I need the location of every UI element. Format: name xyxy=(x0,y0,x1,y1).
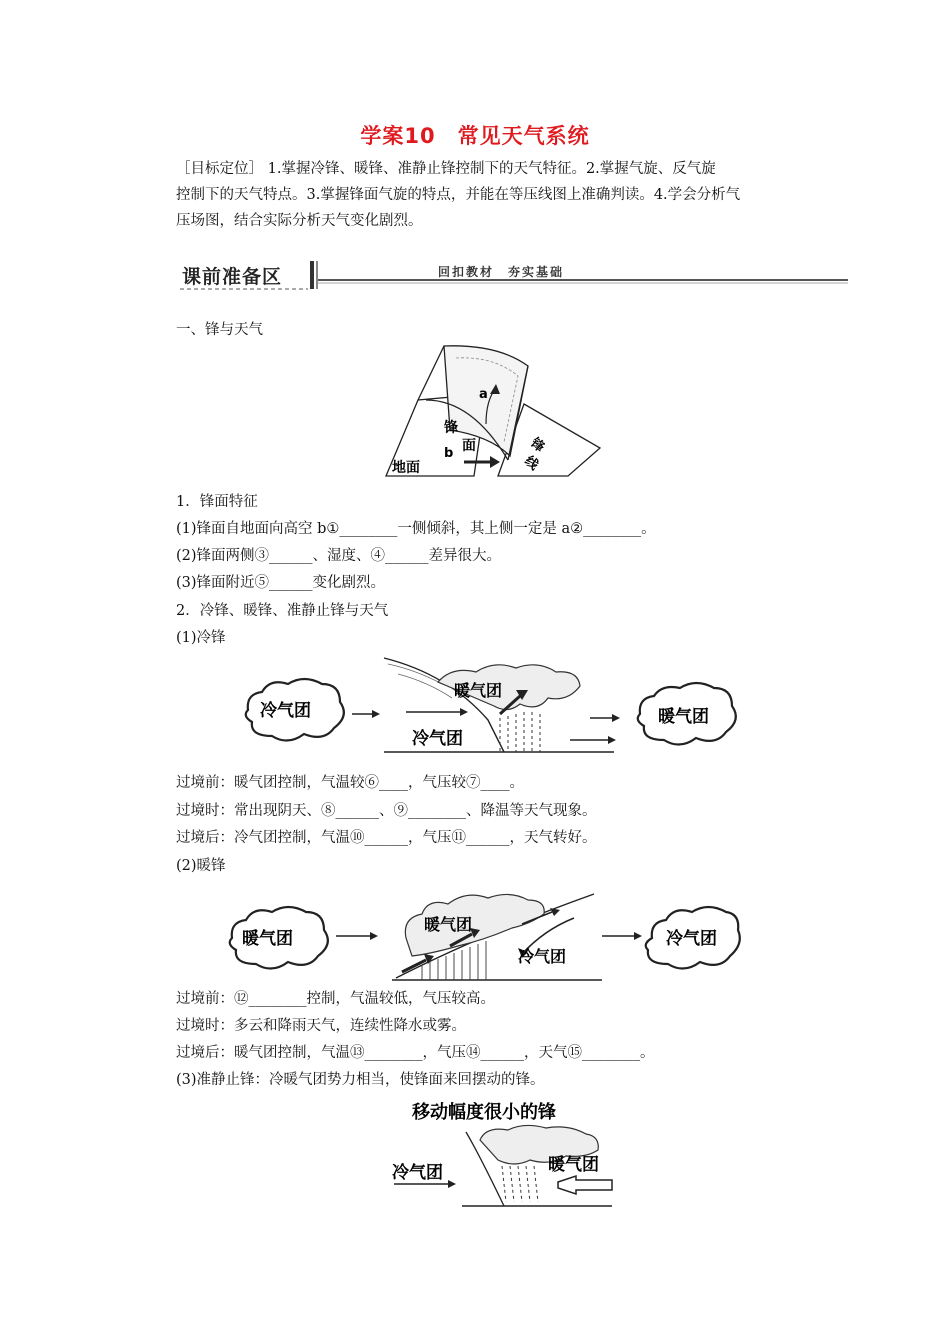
p1-line-1: (1)锋面自地面向高空 b①________一侧倾斜，其上侧一定是 a②________。 xyxy=(176,521,656,537)
section-heading: 一、锋与天气 xyxy=(176,322,263,338)
fig4-warm-label: 暖气团 xyxy=(548,1155,599,1175)
fig4-caption: 移动幅度很小的锋 xyxy=(412,1102,556,1123)
objectives-line-1: ［目标定位］ 1.掌握冷锋、暖锋、准静止锋控制下的天气特征。2.掌握气旋、反气旋 xyxy=(176,161,716,177)
fig3-cold-label: 冷气团 xyxy=(518,947,567,966)
objectives-line-2: 控制下的天气特点。3.掌握锋面气旋的特点，并能在等压线图上准确判读。4.学会分析气 xyxy=(176,187,741,203)
fig3-right-label: 冷气团 xyxy=(666,929,717,949)
cold-line-3: 过境后：冷气团控制，气温⑩______，气压⑪______，天气转好。 xyxy=(176,830,597,846)
banner-label: 课前准备区 xyxy=(182,266,283,288)
banner-subtitle: 回扣教材 夯实基础 xyxy=(438,265,565,279)
objectives-line-3: 压场图，结合实际分析天气变化剧烈。 xyxy=(176,213,423,229)
fig3-left-label: 暖气团 xyxy=(242,929,293,949)
fig2-warm-label: 暖气团 xyxy=(454,681,503,700)
warm-line-2: 过境时：多云和降雨天气，连续性降水或雾。 xyxy=(176,1018,466,1034)
fig2-right-label: 暖气团 xyxy=(658,707,709,727)
warm-front-heading: (2)暖锋 xyxy=(176,858,226,874)
section-banner xyxy=(176,258,848,292)
cold-line-1: 过境前：暖气团控制，气温较⑥____，气压较⑦____。 xyxy=(176,775,524,791)
fig1-label-mian: 面 xyxy=(462,438,476,454)
warm-line-3: 过境后：暖气团控制，气温⑬________，气压⑭______，天气⑮________。 xyxy=(176,1045,655,1061)
warm-front-figure xyxy=(222,884,742,986)
fig1-label-fengxian-1: 锋 xyxy=(527,435,548,456)
p2-heading: 2．冷锋、暖锋、准静止锋与天气 xyxy=(176,603,389,619)
stationary-front-figure xyxy=(390,1096,620,1212)
fig2-cold-label: 冷气团 xyxy=(412,729,463,749)
fig1-label-fengxian-2: 线 xyxy=(521,453,542,474)
fig1-label-dimian: 地面 xyxy=(392,460,420,476)
fig2-left-label: 冷气团 xyxy=(260,701,311,721)
stationary-front-line: (3)准静止锋：冷暖气团势力相当，使锋面来回摆动的锋。 xyxy=(176,1072,545,1088)
page-title: 学案10 常见天气系统 xyxy=(360,124,590,148)
objectives xyxy=(176,156,816,234)
fig3-warm-label: 暖气团 xyxy=(424,915,473,934)
fig1-label-a: a xyxy=(479,387,488,402)
front-surface-figure xyxy=(378,344,604,482)
p1-line-3: (3)锋面附近⑤______变化剧烈。 xyxy=(176,575,386,591)
fig1-label-feng: 锋 xyxy=(444,420,458,436)
cold-front-heading: (1)冷锋 xyxy=(176,630,226,646)
cold-front-figure xyxy=(238,654,746,766)
fig1-label-b: b xyxy=(444,446,454,461)
warm-line-1: 过境前：⑫________控制，气温较低，气压较高。 xyxy=(176,991,495,1007)
p1-heading: 1．锋面特征 xyxy=(176,494,258,510)
cold-line-2: 过境时：常出现阴天、⑧______、⑨________、降温等天气现象。 xyxy=(176,803,597,819)
p1-line-2: (2)锋面两侧③______、湿度、④______差异很大。 xyxy=(176,548,502,564)
fig4-cold-label: 冷气团 xyxy=(392,1163,443,1183)
